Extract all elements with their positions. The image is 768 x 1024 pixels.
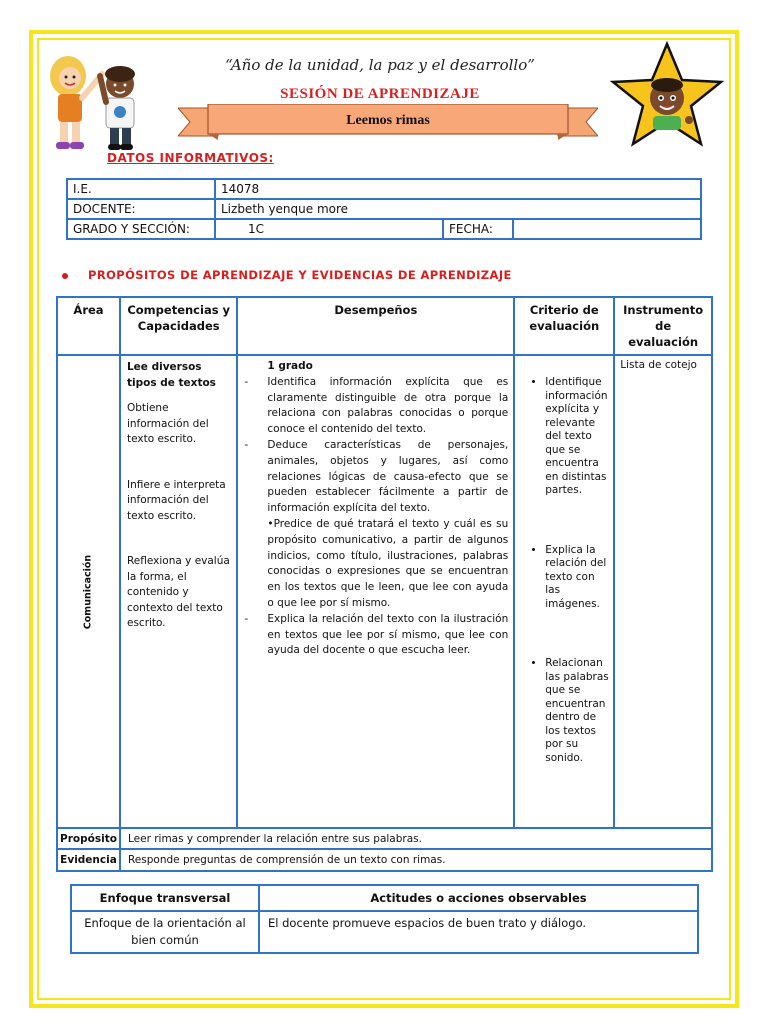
ie-label: I.E. [67,179,215,199]
grado-value: 1C [215,219,443,239]
enfoque-table [70,884,699,954]
datos-table [66,178,702,240]
competencia-title: Lee diversos tipos de textos [126,361,216,389]
desempeno-item: - Identifica información explícita que es claramente distinguible de otra porque la relaciona con palabras conocidas o porque conoce el contenido del texto. [244,375,508,438]
year-motto: “Año de la unidad, la paz y el desarrollo” [225,56,535,74]
propositos-heading-text: PROPÓSITOS DE APRENDIZAJE Y EVIDENCIAS DE APRENDIZAJE [88,268,512,282]
desempeno-item: - Deduce características de personajes, animales, objetos y lugares, así como relaciones lógicas de causa-efecto que se pueden establecer fácilmente a partir de información explícita del texto. [244,438,508,517]
table-row [57,828,712,849]
desempenos-cell [237,355,514,828]
col-criterio: Criterio de evaluación [514,297,614,355]
actitud-value: El docente promueve espacios de buen trato y diálogo. [259,911,698,953]
evidencia-label: Evidencia [57,849,120,871]
area-label: Comunicación [82,554,94,629]
col-desempenos: Desempeños [237,297,514,355]
bullet-icon [62,273,68,279]
proposito-label: Propósito [57,828,120,849]
criterio-cell [514,355,614,828]
docente-label: DOCENTE: [67,199,215,219]
table-row [67,219,701,239]
evidencia-text: Responde preguntas de comprensión de un texto con rimas. [120,849,712,871]
propositos-table [56,296,713,872]
table-row [67,179,701,199]
table-row [57,849,712,871]
criterio-item: • Relacionan las palabras que se encuentran dentro de los textos por su sonido. [545,657,609,765]
competencias-cell [120,355,237,828]
col-competencias: Competencias y Capacidades [120,297,237,355]
area-cell [57,355,120,828]
fecha-value [513,219,701,239]
proposito-text: Leer rimas y comprender la relación entre sus palabras. [120,828,712,849]
capacidad-item: Obtiene información del texto escrito. [126,402,209,445]
table-row [71,911,698,953]
grado-label: GRADO Y SECCIÓN: [67,219,215,239]
capacidad-item: Reflexiona y evalúa la forma, el contenido y contexto del texto escrito. [126,555,230,629]
session-title: SESIÓN DE APRENDIZAJE [280,86,480,102]
col-instrumento: Instrumento de evaluación [614,297,712,355]
col-area: Área [57,297,120,355]
star-boy-illustration [605,40,730,150]
enfoque-value: Enfoque de la orientación al bien común [71,911,259,953]
datos-heading: DATOS INFORMATIVOS: [107,151,274,165]
criterio-item: • Identifique información explícita y relevante del texto que se encuentra en distintas partes. [545,376,609,498]
grade-label: 1 grado [267,360,313,372]
instrumento-cell: Lista de cotejo [614,355,712,828]
capacidad-item: Infiere e interpreta información del texto escrito. [126,478,226,522]
criterio-item: • Explica la relación del texto con las imágenes. [545,544,609,612]
col-actitudes: Actitudes o acciones observables [259,885,698,911]
fecha-label: FECHA: [443,219,513,239]
col-enfoque: Enfoque transversal [71,885,259,911]
ie-value: 14078 [215,179,701,199]
docente-value: Lizbeth yenque more [215,199,701,219]
desempeno-item: •Predice de qué tratará el texto y cuál es su propósito comunicativo, a partir de algunos indicios, como título, ilustraciones, palabras conocidas o expresiones que se encuentran en los textos que le leen, que lee con ayuda o que lee por sí mismo. [267,517,509,609]
propositos-heading [62,268,512,282]
desempeno-item: - Explica la relación del texto con la ilustración en textos que lee por sí mismo, que lee con ayuda del docente o que escucha leer. [244,612,508,659]
session-topic: Leemos rimas [346,113,430,128]
table-row [67,199,701,219]
table-row [57,355,712,828]
table-header-row [71,885,698,911]
table-header-row [57,297,712,355]
children-illustration [40,54,170,154]
